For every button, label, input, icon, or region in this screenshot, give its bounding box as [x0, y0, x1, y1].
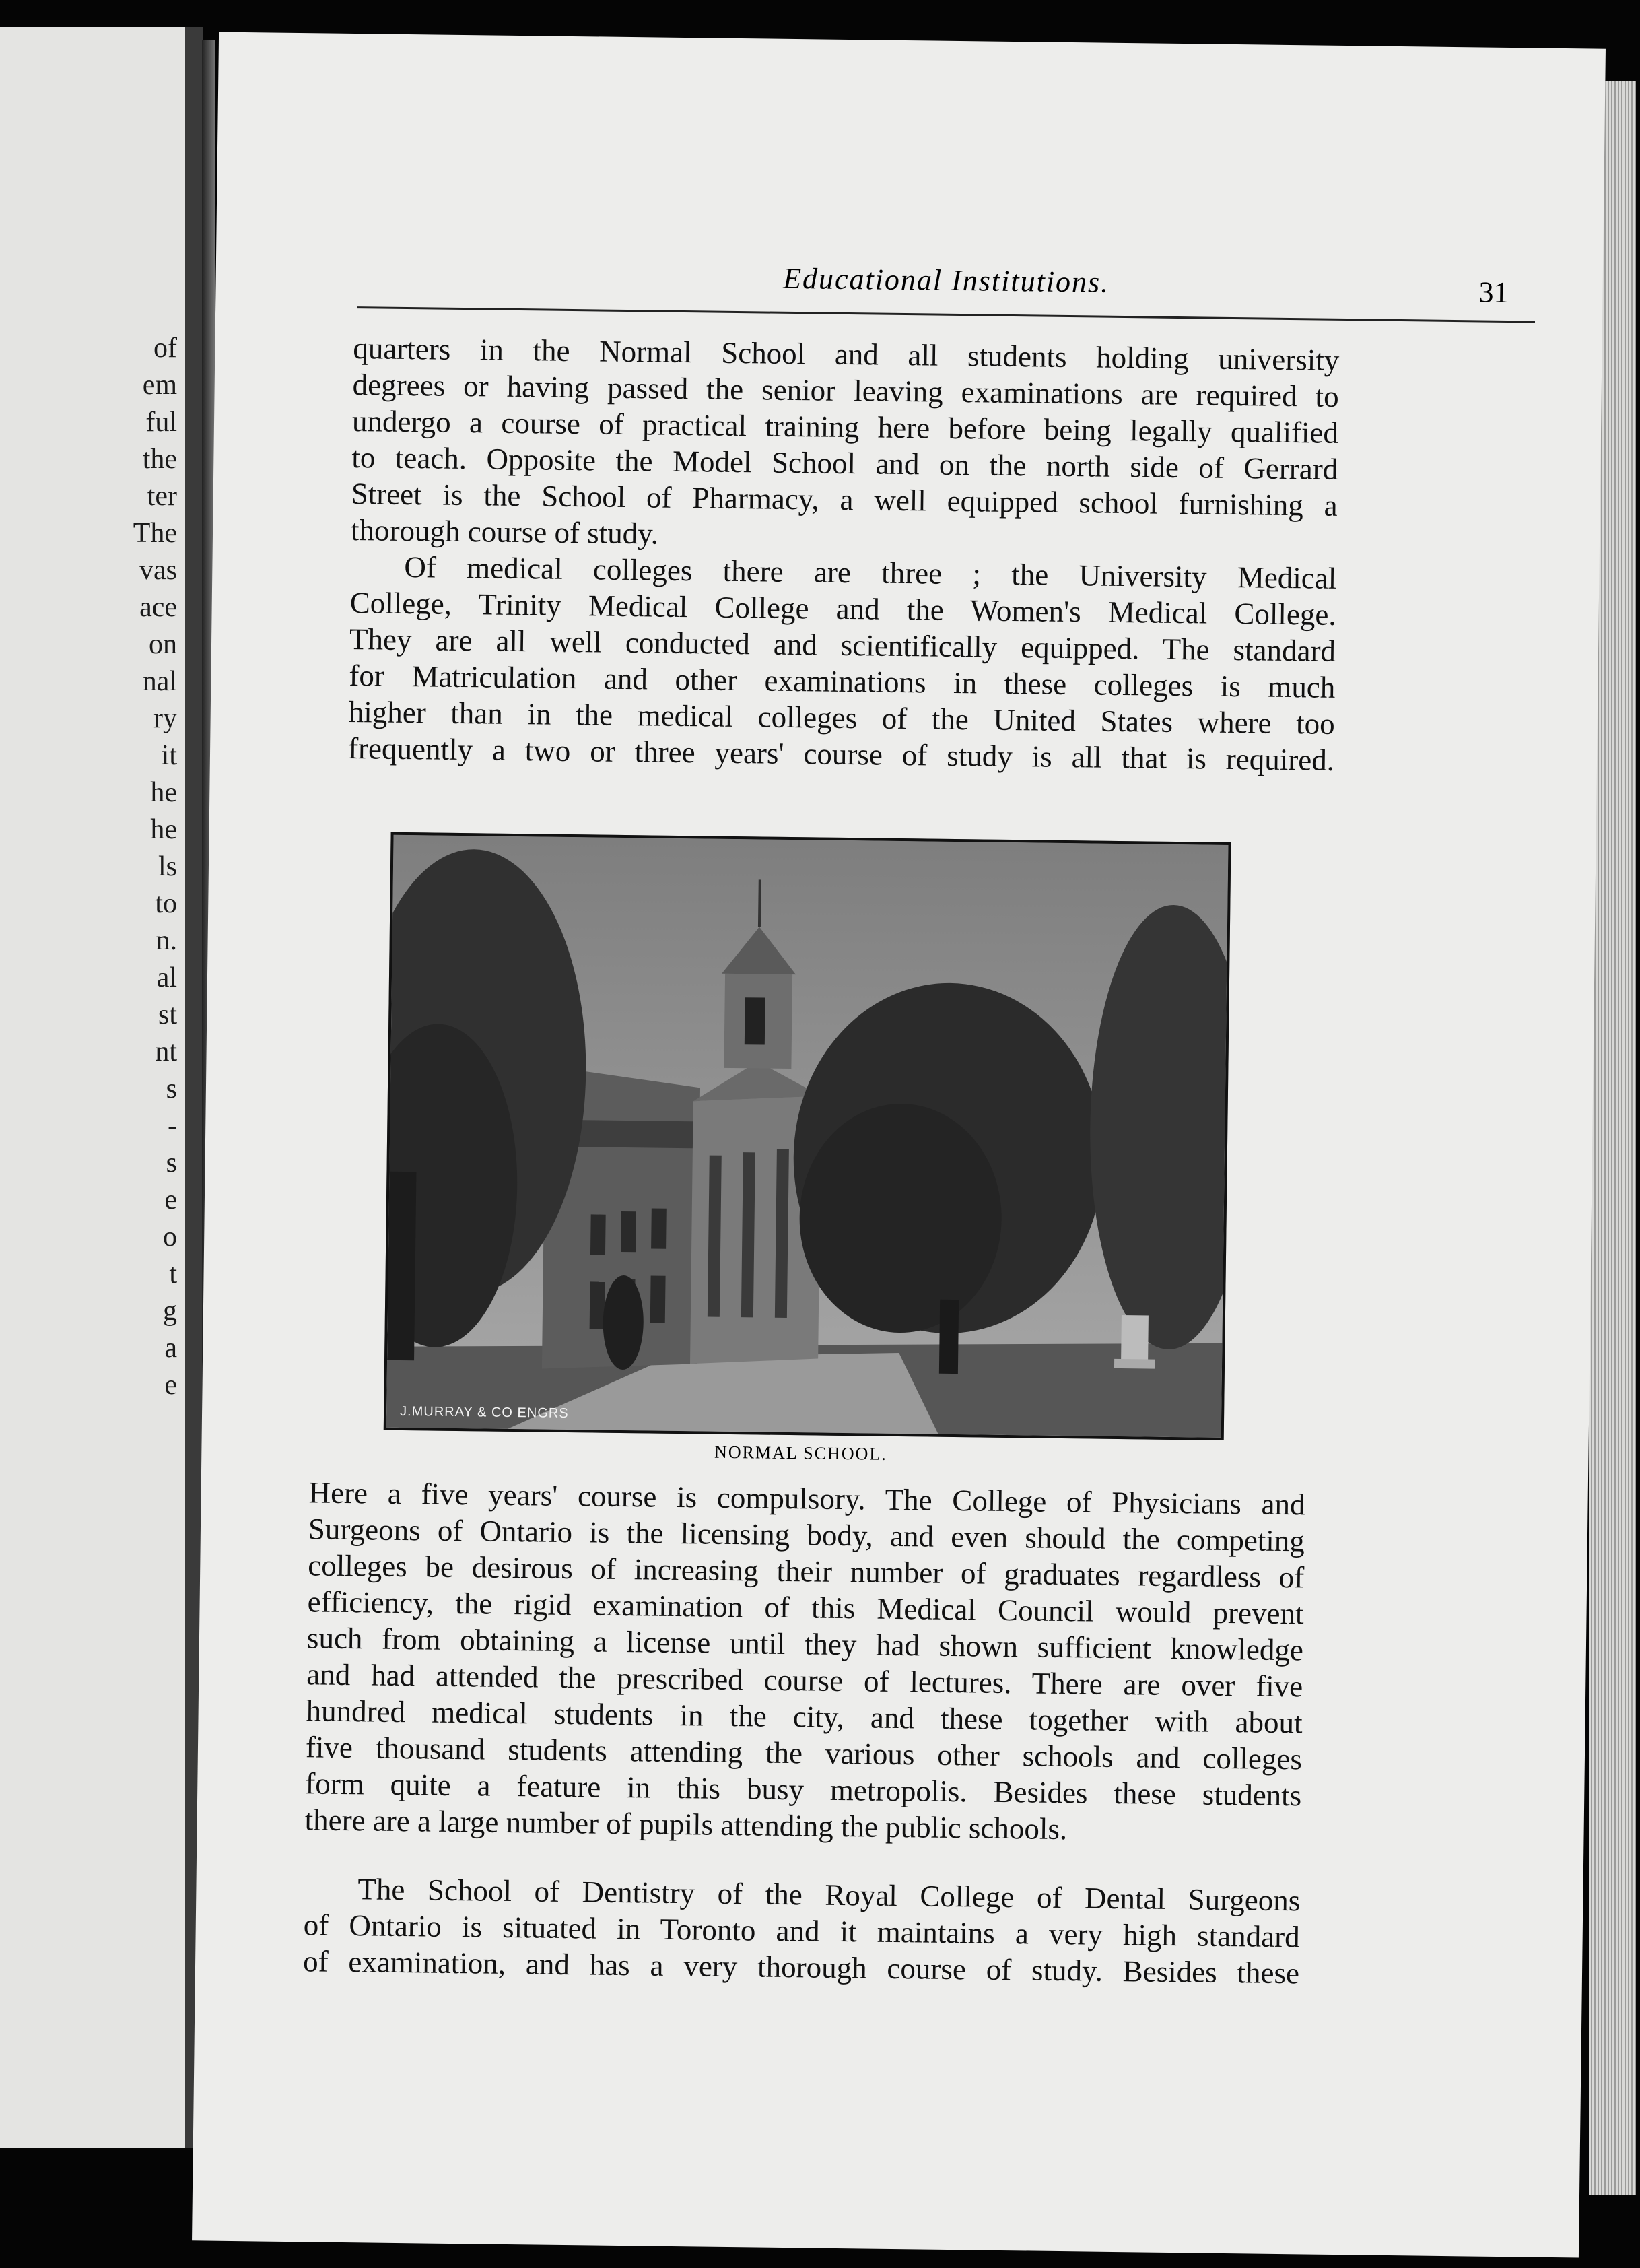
- facing-page-fragment: o: [163, 1222, 177, 1253]
- photo-illustration: [386, 835, 1229, 1438]
- text-line: there are a large number of pupils attending the public schools.: [304, 1803, 1068, 1846]
- text-line: higher than in the medical colleges of the United States where too: [348, 694, 1335, 741]
- text-line: They are all well conducted and scientifically equipped. The standard: [349, 622, 1336, 668]
- facing-page-fragment: t: [169, 1259, 177, 1290]
- text-line: Street is the School of Pharmacy, a well equipped school furnishing a: [351, 476, 1338, 523]
- facing-page-fragment: al: [156, 962, 177, 993]
- facing-page-fragment: s: [166, 1073, 177, 1104]
- engraver-credit: J.MURRAY & CO ENGRS: [399, 1403, 569, 1422]
- facing-page-text-fragments: [133, 330, 177, 1404]
- paragraph: [351, 330, 1340, 560]
- facing-page-fragment: the: [142, 444, 177, 475]
- facing-page-fragment: he: [150, 777, 177, 808]
- paragraph: [304, 1474, 1305, 1850]
- text-line: for Matriculation and other examinations in these colleges is much: [349, 658, 1336, 704]
- facing-page-fragment: ful: [145, 407, 177, 438]
- normal-school-photograph: [384, 832, 1231, 1440]
- header-rule: [357, 306, 1535, 323]
- facing-page-fragment: st: [158, 999, 177, 1030]
- facing-page-fragment: vas: [139, 555, 177, 586]
- facing-page-fragment: ace: [139, 592, 177, 623]
- text-line: The School of Dentistry of the Royal College of Dental Surgeons: [357, 1872, 1301, 1918]
- text-line: five thousand students attending the various other schools and colleges: [305, 1730, 1303, 1776]
- facing-page-fragment: -: [168, 1110, 177, 1141]
- text-line: such from obtaining a license until they had shown sufficient knowledge: [306, 1621, 1304, 1667]
- text-line: to teach. Opposite the Model School and on the north side of Gerrard: [351, 440, 1338, 486]
- facing-page-fragment: nal: [142, 666, 177, 697]
- text-line: hundred medical students in the city, and these together with about: [306, 1694, 1303, 1740]
- facing-page-fragment: The: [133, 518, 177, 549]
- text-line: Here a five years' course is compulsory. The College of Physicians and: [308, 1475, 1305, 1522]
- text-line: frequently a two or three years' course of study is all that is required.: [347, 731, 1335, 777]
- text-line: of examination, and has a very thorough course of study. Besides these: [302, 1944, 1300, 1991]
- facing-page-fragment: n.: [156, 925, 177, 956]
- facing-page-fragment: e: [164, 1185, 177, 1215]
- facing-page: [0, 27, 203, 2148]
- text-line: and had attended the prescribed course of lectures. There are over five: [306, 1657, 1303, 1704]
- text-line: Surgeons of Ontario is the licensing body, and even should the competing: [308, 1512, 1305, 1558]
- paragraph: [303, 1870, 1301, 1991]
- text-line: degrees or having passed the senior leaving examinations are required to: [352, 368, 1339, 413]
- text-line: Of medical colleges there are three ; the University Medical: [404, 549, 1337, 595]
- facing-page-fragment: nt: [155, 1036, 177, 1067]
- text-line: thorough course of study.: [350, 512, 659, 551]
- text-line: quarters in the Normal School and all students holding university: [353, 331, 1340, 377]
- running-header: [357, 256, 1536, 331]
- running-header-title: Educational Institutions.: [782, 261, 1110, 299]
- text-line: efficiency, the rigid examination of this Medical Council would prevent: [307, 1585, 1304, 1631]
- facing-page-fragment: a: [164, 1333, 177, 1364]
- facing-page-fragment: to: [155, 888, 177, 919]
- facing-page-fragment: s: [166, 1147, 177, 1178]
- facing-page-fragment: of: [153, 333, 177, 364]
- text-line: College, Trinity Medical College and the Women's Medical College.: [349, 585, 1336, 632]
- facing-page-fragment: e: [164, 1370, 177, 1401]
- facing-page-fragment: he: [150, 814, 177, 845]
- text-line: form quite a feature in this busy metropolis. Besides these students: [305, 1766, 1302, 1813]
- facing-page-fragment: it: [161, 740, 177, 771]
- facing-page-fragment: em: [142, 370, 177, 401]
- page-number: 31: [1478, 275, 1509, 309]
- text-line: colleges be desirous of increasing their number of graduates regardless of: [308, 1548, 1305, 1595]
- text-line: undergo a course of practical training here before being legally qualified: [351, 404, 1339, 450]
- facing-page-fragment: ry: [153, 703, 177, 734]
- facing-page-fragment: ter: [147, 481, 177, 512]
- text-line: of Ontario is situated in Toronto and it maintains a very high standard: [303, 1908, 1300, 1954]
- paragraph: [348, 548, 1337, 778]
- photo-caption: NORMAL SCHOOL.: [714, 1442, 887, 1464]
- facing-page-fragment: g: [163, 1296, 177, 1327]
- book-page: [192, 32, 1606, 2258]
- facing-page-fragment: on: [149, 629, 177, 660]
- facing-page-fragment: ls: [158, 851, 177, 882]
